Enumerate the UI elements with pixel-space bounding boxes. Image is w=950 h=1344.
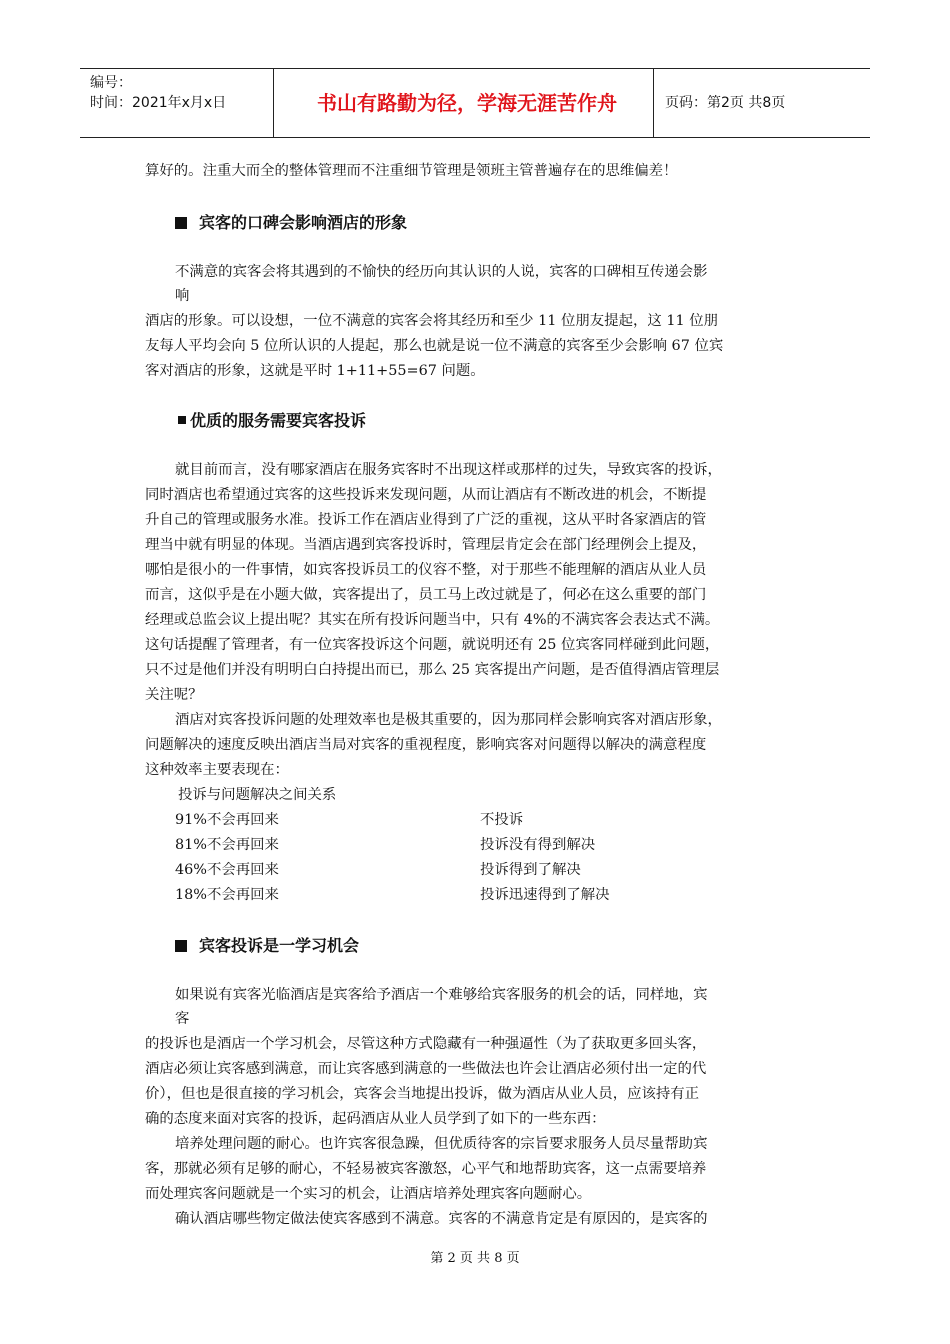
paragraph-line: 不满意的宾客会将其遇到的不愉快的经历向其认识的人说，宾客的口碑相互传递会影 — [175, 264, 708, 280]
paragraph-line: 哪怕是很小的一件事情，如宾客投诉员工的仪容不整，对于那些不能理解的酒店从业人员 — [145, 562, 707, 578]
table-row — [175, 808, 524, 829]
section-heading — [175, 210, 407, 233]
header-motto: 书山有路勤为径，学海无涯苦作舟 — [317, 91, 617, 115]
table-cell: 投诉迅速得到了解决 — [480, 887, 610, 903]
table-row — [175, 858, 581, 879]
paragraph-line: 酒店对宾客投诉问题的处理效率也是极其重要的，因为那同样会影响宾客对酒店形象， — [175, 712, 722, 728]
paragraph-line: 同时酒店也希望通过宾客的这些投诉来发现问题，从而让酒店有不断改进的机会，不断提 — [145, 487, 707, 503]
paragraph-line: 酒店必须让宾客感到满意，而让宾客感到满意的一些做法也许会让酒店必须付出一定的代 — [145, 1061, 707, 1077]
section-heading-text: 宾客投诉是一学习机会 — [199, 936, 360, 955]
bullet-square-icon — [175, 217, 187, 229]
paragraph-line: 响 — [175, 288, 190, 304]
doc-date-label: 时间：2021年x月x日 — [90, 95, 227, 111]
table-row — [175, 833, 596, 854]
header-divider — [653, 69, 654, 137]
doc-number-label: 编号： — [90, 75, 132, 91]
paragraph-line: 友每人平均会向 5 位所认识的人提起，那么也就是说一位不满意的宾客至少会影响 67 位宾 — [145, 338, 724, 354]
table-cell: 不投诉 — [480, 812, 524, 828]
section-heading-text: 宾客的口碑会影响酒店的形象 — [199, 213, 408, 232]
paragraph-line: 这种效率主要表现在： — [145, 762, 289, 778]
paragraph-line: 关注呢？ — [145, 687, 203, 703]
paragraph-line: 客对酒店的形象，这就是平时 1+11+55=67 问题。 — [145, 363, 485, 379]
paragraph-line: 算好的。注重大而全的整体管理而不注重细节管理是领班主管普遍存在的思维偏差！ — [145, 163, 678, 179]
paragraph-line: 而处理宾客问题就是一个实习的机会，让酒店培养处理宾客向题耐心。 — [145, 1186, 592, 1202]
header-meta — [90, 73, 226, 113]
table-cell: 投诉没有得到解决 — [480, 837, 596, 853]
paragraph-line: 这句话提醒了管理者，有一位宾客投诉这个问题，就说明还有 25 位宾客同样碰到此问题， — [145, 637, 720, 653]
paragraph-line: 客 — [175, 1011, 190, 1027]
paragraph-line: 升自己的管理或服务水准。投诉工作在酒店业得到了广泛的重视，这从平时各家酒店的管 — [145, 512, 707, 528]
paragraph-line: 价），但也是很直接的学习机会，宾客会当地提出投诉，做为酒店从业人员，应该持有正 — [145, 1086, 700, 1102]
paragraph-line: 而言，这似乎是在小题大做，宾客提出了，员工马上改过就是了，何必在这么重要的部门 — [145, 587, 707, 603]
paragraph-line: 就目前而言，没有哪家酒店在服务宾客时不出现这样或那样的过失，导致宾客的投诉， — [175, 462, 722, 478]
paragraph-line: 理当中就有明显的体现。当酒店遇到宾客投诉时，管理层肯定会在部门经理例会上提及， — [145, 537, 707, 553]
header-page-number: 页码：第2页 共8页 — [665, 95, 786, 111]
header-divider — [273, 69, 274, 137]
bullet-square-icon — [175, 940, 187, 952]
bullet-square-icon — [178, 416, 186, 424]
page-footer: 第 2 页 共 8 页 — [430, 1251, 520, 1266]
table-cell: 投诉得到了解决 — [480, 862, 581, 878]
paragraph-line: 确认酒店哪些物定做法使宾客感到不满意。宾客的不满意肯定是有原因的，是宾客的 — [175, 1211, 708, 1227]
paragraph-line: 的投诉也是酒店一个学习机会，尽管这种方式隐藏有一种强逼性（为了获取更多回头客， — [145, 1036, 707, 1052]
section-heading — [175, 933, 359, 956]
page-header — [80, 68, 870, 138]
table-row — [175, 883, 610, 904]
table-cell: 91%不会再回来 — [175, 812, 279, 828]
paragraph-line: 经理或总监会议上提出呢？其实在所有投诉问题当中，只有 4%的不满宾客会表达式不满。 — [145, 612, 720, 628]
paragraph-line: 只不过是他们并没有明明白白持提出而已，那么 25 宾客提出产问题，是否值得酒店管理层 — [145, 662, 720, 678]
table-cell: 18%不会再回来 — [175, 887, 279, 903]
table-cell: 46%不会再回来 — [175, 862, 279, 878]
paragraph-line: 酒店的形象。可以设想，一位不满意的宾客会将其经历和至少 11 位朋友提起，这 11 位朋 — [145, 313, 718, 329]
table-title: 投诉与问题解决之间关系 — [178, 787, 337, 803]
section-heading — [178, 408, 366, 431]
section-heading-text: 优质的服务需要宾客投诉 — [190, 411, 367, 430]
table-cell: 81%不会再回来 — [175, 837, 279, 853]
paragraph-line: 确的态度来面对宾客的投诉，起码酒店从业人员学到了如下的一些东西： — [145, 1111, 606, 1127]
paragraph-line: 客，那就必须有足够的耐心，不轻易被宾客激怒，心平气和地帮助宾客，这一点需要培养 — [145, 1161, 707, 1177]
paragraph-line: 如果说有宾客光临酒店是宾客给予酒店一个难够给宾客服务的机会的话，同样地，宾 — [175, 987, 708, 1003]
paragraph-line: 问题解决的速度反映出酒店当局对宾客的重视程度，影响宾客对问题得以解决的满意程度 — [145, 737, 707, 753]
paragraph-line: 培养处理问题的耐心。也许宾客很急躁，但优质待客的宗旨要求服务人员尽量帮助宾 — [175, 1136, 708, 1152]
